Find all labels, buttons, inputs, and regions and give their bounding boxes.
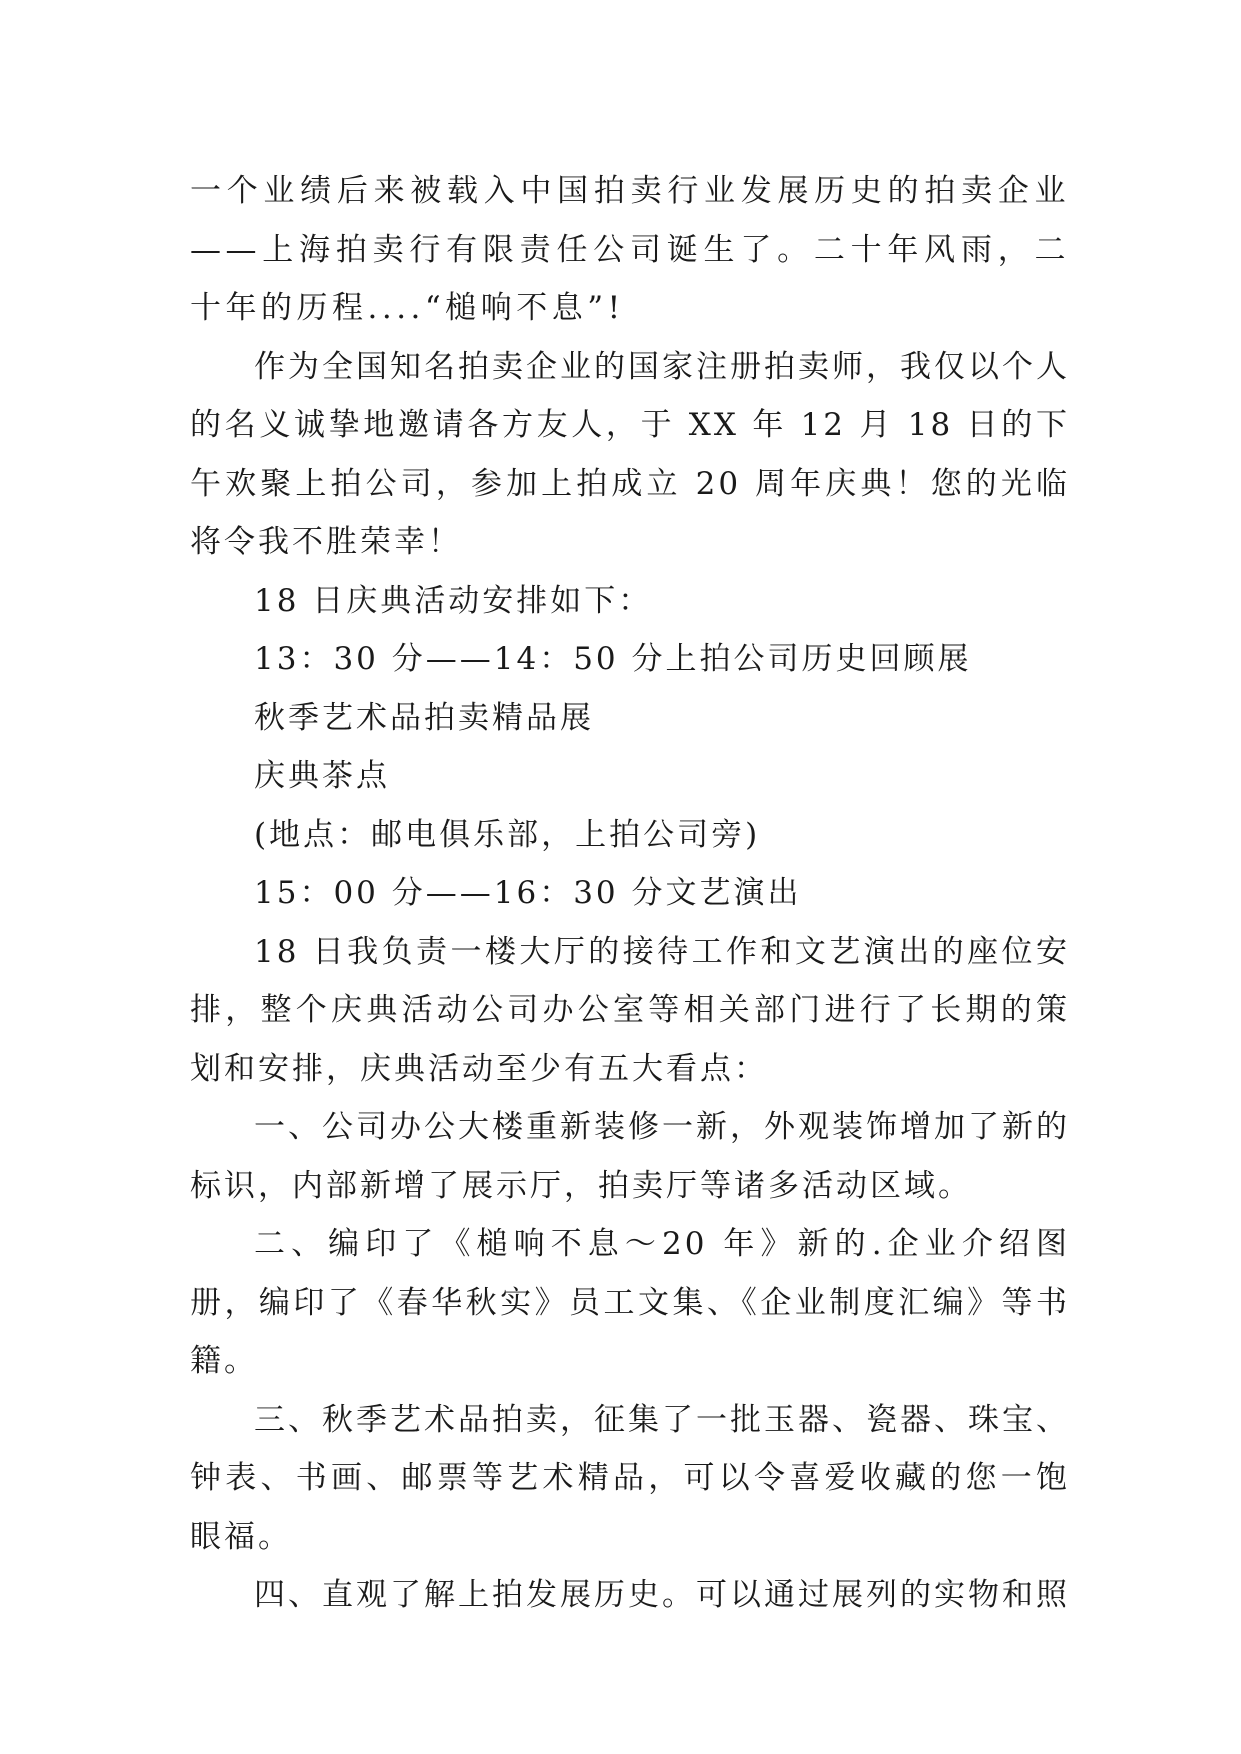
- schedule-item-history-exhibition: 13：30 分——14：50 分上拍公司历史回顾展: [254, 641, 972, 677]
- highlight-two-publications: 二、编印了《槌响不息～20 年》新的.企业介绍图册，编印了《春华秋实》员工文集、《企业制度汇编》等书籍。: [190, 1226, 1070, 1379]
- paragraph-schedule-heading: 18 日庆典活动安排如下：: [254, 582, 653, 619]
- schedule-item-performance: 15：00 分——16：30 分文艺演出: [254, 875, 802, 911]
- document-body: [190, 162, 1070, 1625]
- highlight-four-history: 四、直观了解上拍发展历史。可以通过展列的实物和照: [254, 1577, 1070, 1613]
- highlight-three-auction: 三、秋季艺术品拍卖，征集了一批玉器、瓷器、珠宝、钟表、书画、邮票等艺术精品，可以令喜爱收藏的您一饱眼福。: [190, 1401, 1070, 1555]
- schedule-item-location: (地点：邮电俱乐部，上拍公司旁): [254, 816, 761, 853]
- schedule-item-tea-refreshments: 庆典茶点: [254, 758, 390, 794]
- paragraph-responsibilities: 18 日我负责一楼大厅的接待工作和文艺演出的座位安排，整个庆典活动公司办公室等相关部门进行了长期的策划和安排，庆典活动至少有五大看点：: [190, 933, 1070, 1087]
- paragraph-intro-history: 一个业绩后来被载入中国拍卖行业发展历史的拍卖企业——上海拍卖行有限责任公司诞生了。二十年风雨，二十年的历程....“槌响不息”!: [190, 173, 1070, 326]
- highlight-one-building: 一、公司办公大楼重新装修一新，外观装饰增加了新的标识，内部新增了展示厅，拍卖厅等诸多活动区域。: [190, 1109, 1070, 1204]
- paragraph-invitation: 作为全国知名拍卖企业的国家注册拍卖师，我仅以个人的名义诚挚地邀请各方友人，于 XX 年 12 月 18 日的下午欢聚上拍公司，参加上拍成立 20 周年庆典！您的光临将令我不胜荣幸！: [190, 348, 1070, 560]
- schedule-item-art-exhibition: 秋季艺术品拍卖精品展: [254, 699, 594, 736]
